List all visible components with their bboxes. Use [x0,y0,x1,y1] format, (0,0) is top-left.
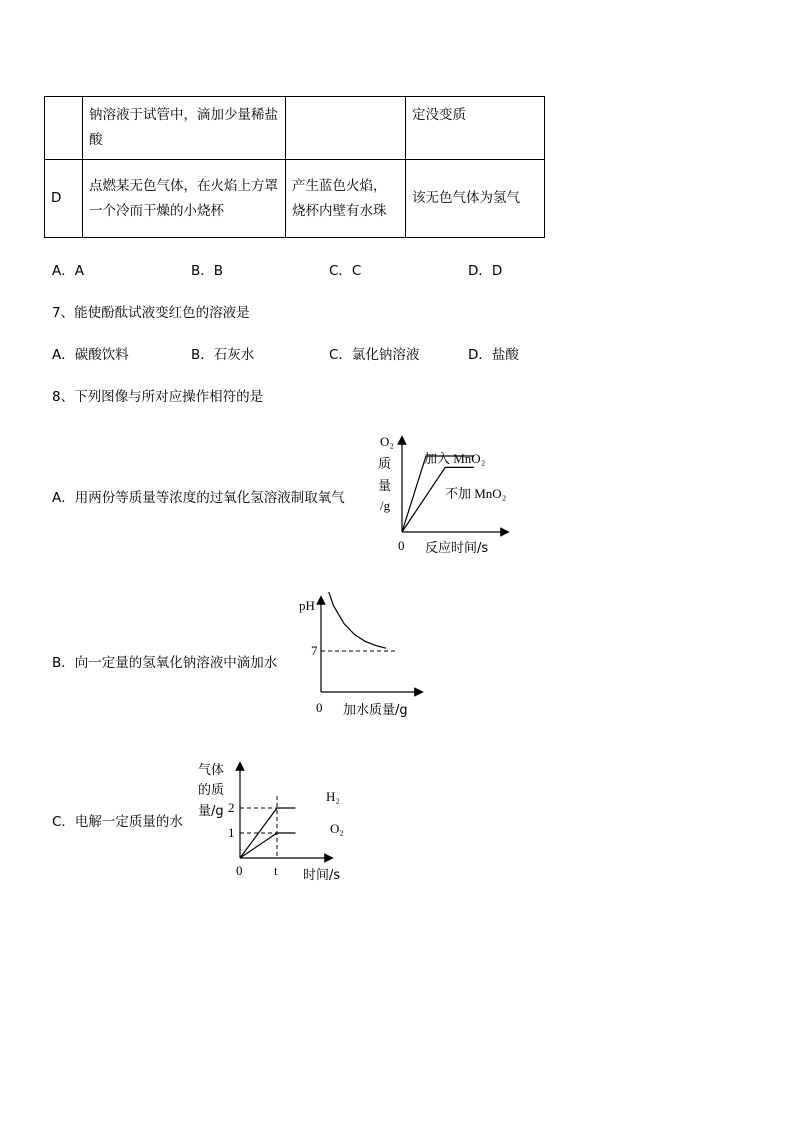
row-label [45,97,83,160]
conclusion-cell: 定没变质 [406,97,545,160]
chart-a-ylabel-1: O₂ [380,434,394,449]
chart-b [295,592,430,720]
chart-c-ytick-2: 2 [228,800,235,815]
chart-b-ylabel: pH [299,598,315,613]
q6-option-b: B．B [191,263,224,279]
chart-b-origin: 0 [316,700,323,715]
chart-c-origin: 0 [236,863,243,878]
chart-c-ylabel-3: 量/g [198,804,224,819]
q6-option-a: A．A [52,263,84,279]
row-label: D [45,160,83,238]
q7-option-b: B．石灰水 [191,347,255,363]
phenomenon-cell [286,97,406,160]
q7-option-d: D．盐酸 [468,347,519,363]
chart-c-ylabel-1: 气体 [198,763,225,778]
operation-cell: 点燃某无色气体，在火焰上方罩一个冷而干燥的小烧杯 [83,160,286,238]
chart-a-legend-no-mno2: 不加 MnO₂ [445,486,507,501]
chart-a-ylabel-3: 量 [378,479,392,494]
chart-c-ytick-1: 1 [228,825,235,840]
q6-option-d: D．D [468,263,503,279]
q7-option-a: A．碳酸饮料 [52,347,129,363]
chart-c-legend-o2: O₂ [330,821,344,836]
chart-a-legend-mno2: 加入 MnO₂ [424,451,486,466]
q8-option-b: B．向一定量的氢氧化钠溶液中滴加水 [52,655,278,671]
chart-b-xlabel: 加水质量/g [343,703,408,718]
q6-option-c: C．C [329,263,362,279]
q7-stem: 7、能使酚酞试液变红色的溶液是 [52,305,250,321]
experiment-table [44,96,545,238]
conclusion-cell: 该无色气体为氢气 [406,160,545,238]
q8-option-c: C．电解一定质量的水 [52,814,183,830]
chart-c [195,758,355,888]
table-row [45,160,545,238]
chart-b-ref-label: 7 [311,643,318,658]
operation-cell: 钠溶液于试管中，滴加少量稀盐酸 [83,97,286,160]
chart-a-origin: 0 [398,538,405,553]
phenomenon-cell: 产生蓝色火焰，烧杯内壁有水珠 [286,160,406,238]
q8-option-a: A．用两份等质量等浓度的过氧化氢溶液制取氧气 [52,490,345,506]
chart-c-xtick-t: t [274,863,278,878]
chart-a [370,432,530,560]
chart-a-ylabel-4: /g [380,498,391,513]
chart-c-legend-h2: H₂ [326,789,340,804]
q7-option-c: C．氯化钠溶液 [329,347,420,363]
q8-stem: 8、下列图像与所对应操作相符的是 [52,389,264,405]
chart-c-series-o2 [240,833,296,858]
chart-c-ylabel-2: 的质 [198,783,225,798]
chart-a-xlabel: 反应时间/s [425,541,489,556]
chart-c-xlabel: 时间/s [303,868,341,883]
chart-b-series-ph [323,592,386,648]
table-row [45,97,545,160]
chart-a-ylabel-2: 质 [378,457,392,472]
